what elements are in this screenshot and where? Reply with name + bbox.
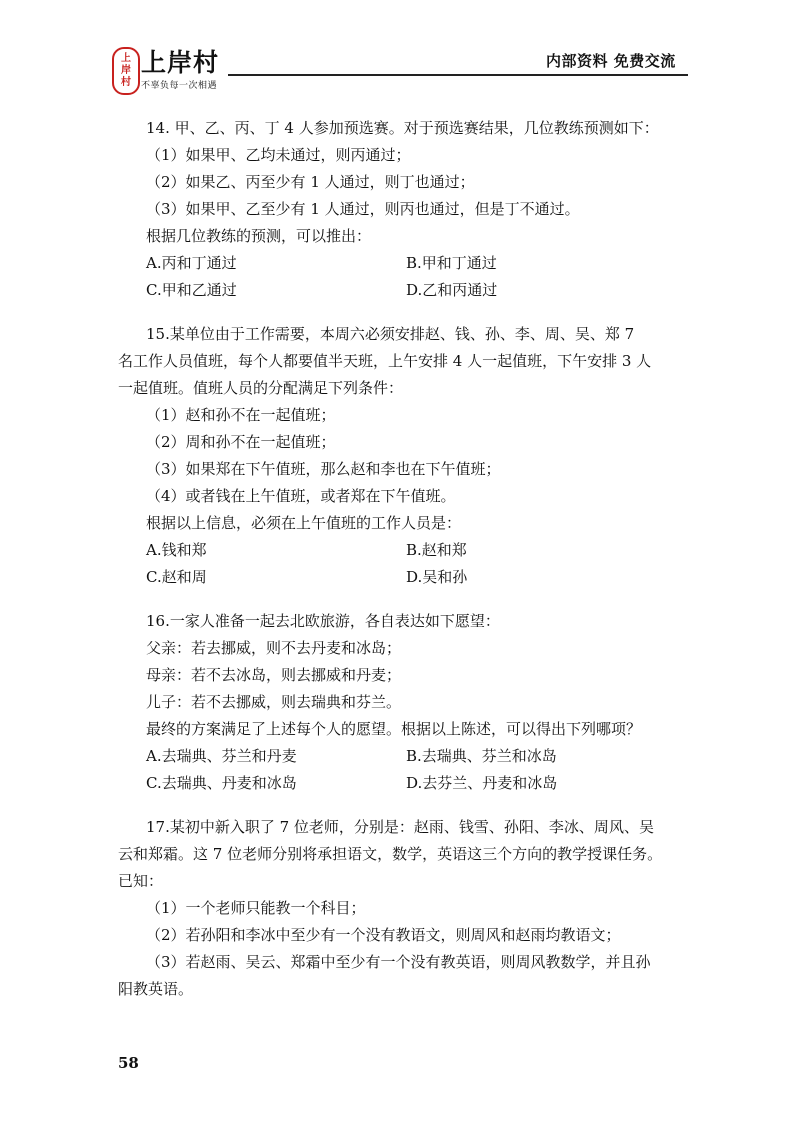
question-prompt: 最终的方案满足了上述每个人的愿望。根据以上陈述，可以得出下列哪项？ [146, 720, 642, 738]
condition-line: （3）若赵雨、吴云、郑霜中至少有一个没有教英语，则周风教数学，并且孙 [146, 953, 651, 971]
option-b: B.赵和郑 [406, 541, 467, 559]
header-rule [228, 74, 688, 76]
logo-seal [112, 47, 140, 95]
options-row [118, 743, 698, 770]
option-c: C.赵和周 [146, 568, 207, 586]
condition-line: 儿子：若不去挪威，则去瑞典和芬兰。 [146, 693, 402, 711]
question-prompt: 根据以上信息，必须在上午值班的工作人员是： [146, 514, 462, 532]
condition-line: 阳教英语。 [118, 980, 194, 998]
condition-line: 母亲：若不去冰岛，则去挪威和丹麦； [146, 666, 402, 684]
condition-line: （2）如果乙、丙至少有 1 人通过，则丁也通过； [146, 173, 475, 191]
condition-line: （2）若孙阳和李冰中至少有一个没有教语文，则周风和赵雨均教语文； [146, 926, 621, 944]
option-b: B.甲和丁通过 [406, 254, 497, 272]
options-row [118, 770, 698, 797]
options-row [118, 537, 698, 564]
question-stem: 14. 甲、乙、丙、丁 4 人参加预选赛。对于预选赛结果，几位教练预测如下： [146, 119, 659, 137]
logo-seal-char: 村 [121, 77, 131, 88]
page-header [0, 0, 800, 100]
option-a: A.丙和丁通过 [146, 254, 237, 272]
options-row [118, 277, 698, 304]
options-row [118, 250, 698, 277]
condition-line: （2）周和孙不在一起值班； [146, 433, 336, 451]
option-c: C.去瑞典、丹麦和冰岛 [146, 774, 297, 792]
question-stem: 15.某单位由于工作需要，本周六必须安排赵、钱、孙、李、周、吴、郑 7 [146, 325, 635, 343]
option-c: C.甲和乙通过 [146, 281, 237, 299]
condition-line: （4）或者钱在上午值班，或者郑在下午值班。 [146, 487, 456, 505]
question-prompt: 根据几位教练的预测，可以推出： [146, 227, 372, 245]
condition-line: （1）如果甲、乙均未通过，则丙通过； [146, 146, 411, 164]
header-label: 内部资料 免费交流 [546, 52, 676, 70]
options-row [118, 564, 698, 591]
condition-line: （1）赵和孙不在一起值班； [146, 406, 336, 424]
question-15 [118, 321, 698, 591]
brand-name: 上岸村 [141, 48, 220, 77]
option-d: D.去芬兰、丹麦和冰岛 [406, 774, 558, 792]
page-content [118, 115, 698, 1003]
question-17 [118, 814, 698, 1003]
condition-line: （1）一个老师只能教一个科目； [146, 899, 366, 917]
brand-slogan: 不辜负每一次相遇 [141, 81, 218, 91]
question-stem: 已知： [118, 872, 164, 890]
option-a: A.去瑞典、芬兰和丹麦 [146, 747, 297, 765]
question-stem: 17.某初中新入职了 7 位老师，分别是：赵雨、钱雪、孙阳、李冰、周风、吴 [146, 818, 654, 836]
option-d: D.吴和孙 [406, 568, 468, 586]
condition-line: 父亲：若去挪威，则不去丹麦和冰岛； [146, 639, 402, 657]
question-stem: 名工作人员值班，每个人都要值半天班，上午安排 4 人一起值班，下午安排 3 人 [118, 352, 652, 370]
question-16 [118, 608, 698, 797]
condition-line: （3）如果郑在下午值班，那么赵和李也在下午值班； [146, 460, 501, 478]
question-stem: 16.一家人准备一起去北欧旅游，各自表达如下愿望： [146, 612, 500, 630]
page-number: 58 [118, 1054, 139, 1072]
condition-line: （3）如果甲、乙至少有 1 人通过，则丙也通过，但是丁不通过。 [146, 200, 580, 218]
option-d: D.乙和丙通过 [406, 281, 498, 299]
logo-seal-char: 上 [121, 53, 131, 64]
logo-seal-char: 岸 [121, 65, 131, 76]
option-b: B.去瑞典、芬兰和冰岛 [406, 747, 557, 765]
question-stem: 一起值班。值班人员的分配满足下列条件： [118, 379, 404, 397]
option-a: A.钱和郑 [146, 541, 207, 559]
question-stem: 云和郑霜。这 7 位老师分别将承担语文，数学，英语这三个方向的教学授课任务。 [118, 845, 663, 863]
question-14 [118, 115, 698, 304]
